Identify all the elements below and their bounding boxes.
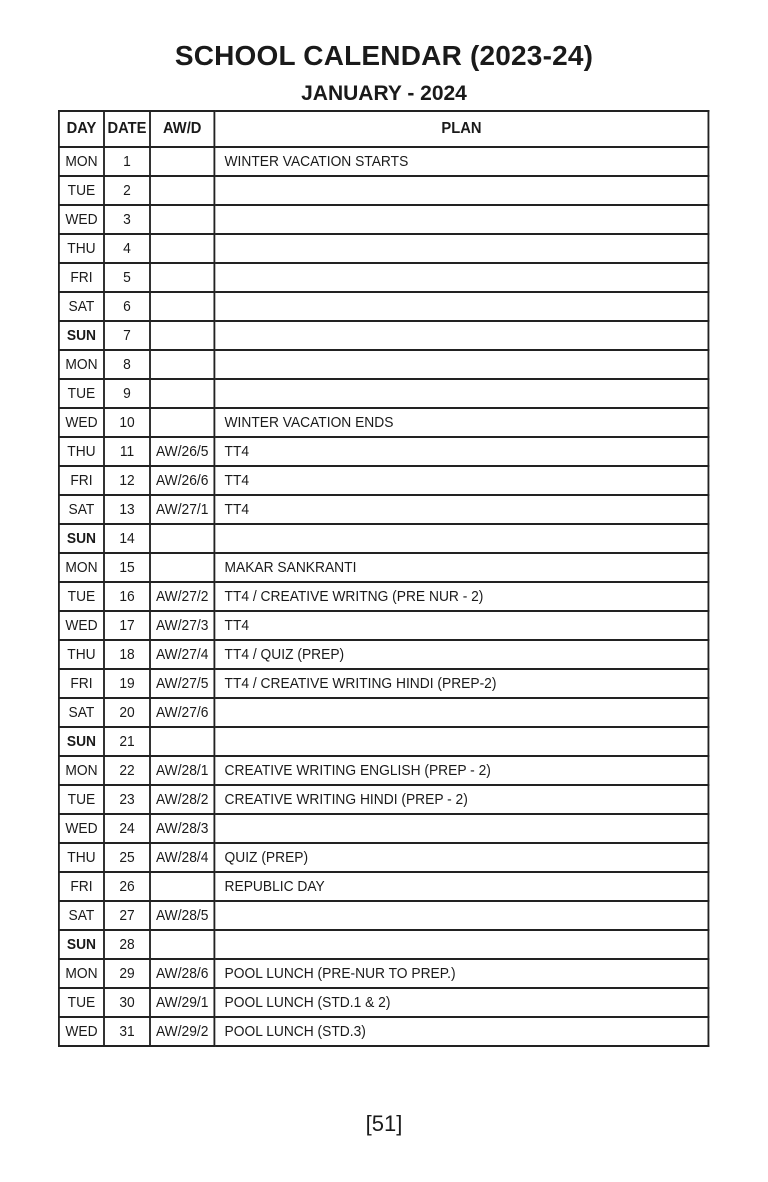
table-row	[59, 205, 709, 234]
awd-cell	[150, 553, 214, 582]
table-row	[59, 640, 709, 669]
plan-cell: TT4 / CREATIVE WRITNG (PRE NUR - 2)	[214, 582, 708, 611]
table-row	[59, 234, 709, 263]
table-row	[59, 147, 709, 176]
plan-cell	[214, 205, 708, 234]
day-cell: TUE	[59, 785, 104, 814]
table-row	[59, 524, 709, 553]
day-cell: THU	[59, 437, 104, 466]
plan-cell	[214, 814, 708, 843]
awd-cell	[150, 379, 214, 408]
day-cell: MON	[59, 350, 104, 379]
plan-cell: POOL LUNCH (STD.1 & 2)	[214, 988, 708, 1017]
plan-cell	[214, 901, 708, 930]
calendar-table	[58, 110, 709, 1047]
plan-cell: TT4	[214, 611, 708, 640]
day-cell: WED	[59, 611, 104, 640]
date-cell: 6	[104, 292, 150, 321]
table-row	[59, 872, 709, 901]
awd-cell: AW/27/2	[150, 582, 214, 611]
table-row	[59, 176, 709, 205]
date-cell: 27	[104, 901, 150, 930]
day-cell: TUE	[59, 379, 104, 408]
awd-cell: AW/28/6	[150, 959, 214, 988]
day-cell: SUN	[59, 321, 104, 350]
awd-cell: AW/29/1	[150, 988, 214, 1017]
date-cell: 28	[104, 930, 150, 959]
date-cell: 4	[104, 234, 150, 263]
table-row	[59, 901, 709, 930]
awd-cell: AW/28/1	[150, 756, 214, 785]
plan-cell: TT4	[214, 437, 708, 466]
day-cell: MON	[59, 553, 104, 582]
plan-cell	[214, 234, 708, 263]
date-cell: 12	[104, 466, 150, 495]
plan-cell: POOL LUNCH (STD.3)	[214, 1017, 708, 1046]
plan-cell: TT4 / CREATIVE WRITING HINDI (PREP-2)	[214, 669, 708, 698]
column-header-date: DATE	[104, 111, 150, 147]
day-cell: TUE	[59, 176, 104, 205]
month-heading: JANUARY - 2024	[301, 82, 467, 105]
day-cell: THU	[59, 640, 104, 669]
page-title: SCHOOL CALENDAR (2023-24)	[174, 40, 594, 71]
awd-cell: AW/27/1	[150, 495, 214, 524]
day-cell: WED	[59, 814, 104, 843]
day-cell: MON	[59, 756, 104, 785]
awd-cell: AW/27/6	[150, 698, 214, 727]
awd-cell	[150, 176, 214, 205]
plan-cell	[214, 698, 708, 727]
day-cell: FRI	[59, 466, 104, 495]
awd-cell	[150, 727, 214, 756]
awd-cell: AW/28/5	[150, 901, 214, 930]
plan-cell	[214, 292, 708, 321]
date-cell: 5	[104, 263, 150, 292]
table-row	[59, 1017, 709, 1046]
awd-cell: AW/27/3	[150, 611, 214, 640]
table-row	[59, 379, 709, 408]
plan-cell	[214, 321, 708, 350]
awd-cell	[150, 263, 214, 292]
date-cell: 20	[104, 698, 150, 727]
date-cell: 23	[104, 785, 150, 814]
plan-cell: WINTER VACATION STARTS	[214, 147, 708, 176]
plan-cell: TT4 / QUIZ (PREP)	[214, 640, 708, 669]
day-cell: FRI	[59, 669, 104, 698]
table-row	[59, 843, 709, 872]
date-cell: 13	[104, 495, 150, 524]
date-cell: 2	[104, 176, 150, 205]
day-cell: THU	[59, 843, 104, 872]
awd-cell	[150, 147, 214, 176]
day-cell: WED	[59, 408, 104, 437]
plan-cell	[214, 727, 708, 756]
awd-cell: AW/26/5	[150, 437, 214, 466]
day-cell: SAT	[59, 901, 104, 930]
day-cell: SAT	[59, 495, 104, 524]
date-cell: 16	[104, 582, 150, 611]
table-row	[59, 408, 709, 437]
table-row	[59, 727, 709, 756]
day-cell: MON	[59, 147, 104, 176]
page-number: [51]	[365, 1111, 403, 1136]
date-cell: 17	[104, 611, 150, 640]
plan-cell	[214, 930, 708, 959]
day-cell: THU	[59, 234, 104, 263]
plan-cell: QUIZ (PREP)	[214, 843, 708, 872]
calendar-body	[59, 147, 709, 1046]
awd-cell	[150, 234, 214, 263]
awd-cell	[150, 872, 214, 901]
table-row	[59, 611, 709, 640]
table-row	[59, 553, 709, 582]
date-cell: 11	[104, 437, 150, 466]
day-cell: TUE	[59, 988, 104, 1017]
awd-cell: AW/29/2	[150, 1017, 214, 1046]
table-row	[59, 321, 709, 350]
date-cell: 3	[104, 205, 150, 234]
day-cell: SUN	[59, 524, 104, 553]
date-cell: 26	[104, 872, 150, 901]
table-row	[59, 959, 709, 988]
table-row	[59, 785, 709, 814]
table-row	[59, 292, 709, 321]
plan-cell	[214, 263, 708, 292]
plan-cell	[214, 176, 708, 205]
plan-cell: CREATIVE WRITING HINDI (PREP - 2)	[214, 785, 708, 814]
table-row	[59, 466, 709, 495]
table-row	[59, 988, 709, 1017]
awd-cell	[150, 524, 214, 553]
day-cell: WED	[59, 1017, 104, 1046]
awd-cell: AW/27/4	[150, 640, 214, 669]
date-cell: 9	[104, 379, 150, 408]
awd-cell	[150, 292, 214, 321]
date-cell: 18	[104, 640, 150, 669]
day-cell: FRI	[59, 263, 104, 292]
table-row	[59, 698, 709, 727]
day-cell: WED	[59, 205, 104, 234]
day-cell: SUN	[59, 930, 104, 959]
date-cell: 14	[104, 524, 150, 553]
date-cell: 1	[104, 147, 150, 176]
table-row	[59, 582, 709, 611]
date-cell: 19	[104, 669, 150, 698]
date-cell: 7	[104, 321, 150, 350]
awd-cell: AW/27/5	[150, 669, 214, 698]
plan-cell: CREATIVE WRITING ENGLISH (PREP - 2)	[214, 756, 708, 785]
date-cell: 8	[104, 350, 150, 379]
awd-cell	[150, 205, 214, 234]
table-row	[59, 814, 709, 843]
day-cell: FRI	[59, 872, 104, 901]
table-header-row	[59, 111, 709, 147]
day-cell: SAT	[59, 292, 104, 321]
plan-cell	[214, 379, 708, 408]
date-cell: 25	[104, 843, 150, 872]
plan-cell: REPUBLIC DAY	[214, 872, 708, 901]
day-cell: SAT	[59, 698, 104, 727]
table-row	[59, 437, 709, 466]
awd-cell: AW/28/2	[150, 785, 214, 814]
column-header-plan: PLAN	[214, 111, 708, 147]
awd-cell	[150, 350, 214, 379]
date-cell: 31	[104, 1017, 150, 1046]
date-cell: 29	[104, 959, 150, 988]
date-cell: 10	[104, 408, 150, 437]
awd-cell: AW/28/3	[150, 814, 214, 843]
day-cell: SUN	[59, 727, 104, 756]
date-cell: 15	[104, 553, 150, 582]
date-cell: 21	[104, 727, 150, 756]
date-cell: 30	[104, 988, 150, 1017]
column-header-awd: AW/D	[150, 111, 214, 147]
plan-cell: TT4	[214, 495, 708, 524]
date-cell: 22	[104, 756, 150, 785]
day-cell: MON	[59, 959, 104, 988]
plan-cell: WINTER VACATION ENDS	[214, 408, 708, 437]
plan-cell	[214, 350, 708, 379]
awd-cell	[150, 321, 214, 350]
table-row	[59, 756, 709, 785]
awd-cell	[150, 408, 214, 437]
plan-cell	[214, 524, 708, 553]
awd-cell	[150, 930, 214, 959]
date-cell: 24	[104, 814, 150, 843]
table-row	[59, 930, 709, 959]
day-cell: TUE	[59, 582, 104, 611]
plan-cell: TT4	[214, 466, 708, 495]
awd-cell: AW/26/6	[150, 466, 214, 495]
table-row	[59, 495, 709, 524]
table-row	[59, 669, 709, 698]
table-row	[59, 263, 709, 292]
awd-cell: AW/28/4	[150, 843, 214, 872]
plan-cell: MAKAR SANKRANTI	[214, 553, 708, 582]
plan-cell: POOL LUNCH (PRE-NUR TO PREP.)	[214, 959, 708, 988]
table-row	[59, 350, 709, 379]
column-header-day: DAY	[59, 111, 104, 147]
